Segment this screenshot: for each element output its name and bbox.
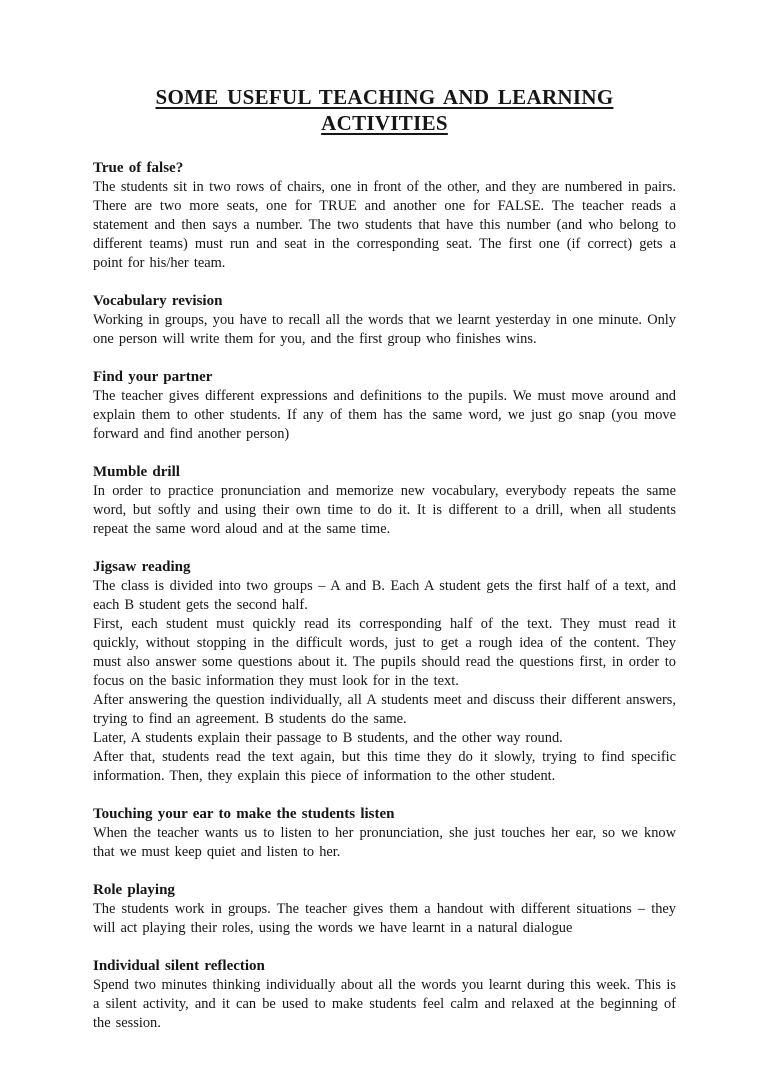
- section-heading: Mumble drill: [93, 464, 180, 480]
- section-paragraph: The teacher gives different expressions and definitions to the pupils. We must move around and explain them to other students. If any of them has the same word, we just go snap (you move forward and find another person): [93, 388, 676, 442]
- section-paragraph: After that, students read the text again, but this time they do it slowly, trying to find specific information. Then, they explain this piece of information to the other student.: [93, 749, 676, 784]
- section-touching-your-ear: [93, 805, 676, 862]
- document-title: SOME USEFUL TEACHING AND LEARNING ACTIVITIES: [155, 85, 614, 135]
- section-paragraph: Spend two minutes thinking individually about all the words you learnt during this week. This is a silent activity, and it can be used to make students feel calm and relaxed at the beginning of the session.: [93, 977, 676, 1031]
- section-heading: Individual silent reflection: [93, 958, 265, 974]
- section-heading: True of false?: [93, 160, 184, 176]
- section-heading: Role playing: [93, 882, 175, 898]
- section-vocabulary-revision: [93, 292, 676, 349]
- section-role-playing: [93, 881, 676, 938]
- section-paragraph: First, each student must quickly read its corresponding half of the text. They must read it quickly, without stopping in the difficult words, just to get a rough idea of the content. They must also answer some questions about it. The pupils should read the questions first, in order to focus on the basic information they must look for in the text.: [93, 616, 676, 689]
- section-jigsaw-reading: [93, 558, 676, 786]
- section-heading: Find your partner: [93, 369, 213, 385]
- section-paragraph: The class is divided into two groups – A and B. Each A student gets the first half of a text, and each B student gets the second half.: [93, 578, 676, 613]
- section-heading: Jigsaw reading: [93, 559, 191, 575]
- section-individual-silent-reflection: [93, 957, 676, 1033]
- section-true-of-false: [93, 159, 676, 273]
- section-paragraph: In order to practice pronunciation and memorize new vocabulary, everybody repeats the same word, but softly and using their own time to do it. It is different to a drill, when all students repeat the same word aloud and at the same time.: [93, 483, 676, 537]
- section-paragraph: The students sit in two rows of chairs, one in front of the other, and they are numbered in pairs. There are two more seats, one for TRUE and another one for FALSE. The teacher reads a statement and then says a number. The two students that have this number (and who belong to different teams) must run and seat in the corresponding seat. The first one (if correct) gets a point for his/her team.: [93, 179, 676, 271]
- section-paragraph: Later, A students explain their passage to B students, and the other way round.: [93, 730, 563, 746]
- section-find-your-partner: [93, 368, 676, 444]
- section-paragraph: Working in groups, you have to recall all the words that we learnt yesterday in one minute. Only one person will write them for you, and the first group who finishes wins.: [93, 312, 676, 347]
- section-paragraph: The students work in groups. The teacher gives them a handout with different situations – they will act playing their roles, using the words we have learnt in a natural dialogue: [93, 901, 676, 936]
- section-paragraph: After answering the question individually, all A students meet and discuss their different answers, trying to find an agreement. B students do the same.: [93, 692, 676, 727]
- section-mumble-drill: [93, 463, 676, 539]
- section-heading: Touching your ear to make the students listen: [93, 806, 395, 822]
- section-heading: Vocabulary revision: [93, 293, 223, 309]
- section-paragraph: When the teacher wants us to listen to her pronunciation, she just touches her ear, so we know that we must keep quiet and listen to her.: [93, 825, 676, 860]
